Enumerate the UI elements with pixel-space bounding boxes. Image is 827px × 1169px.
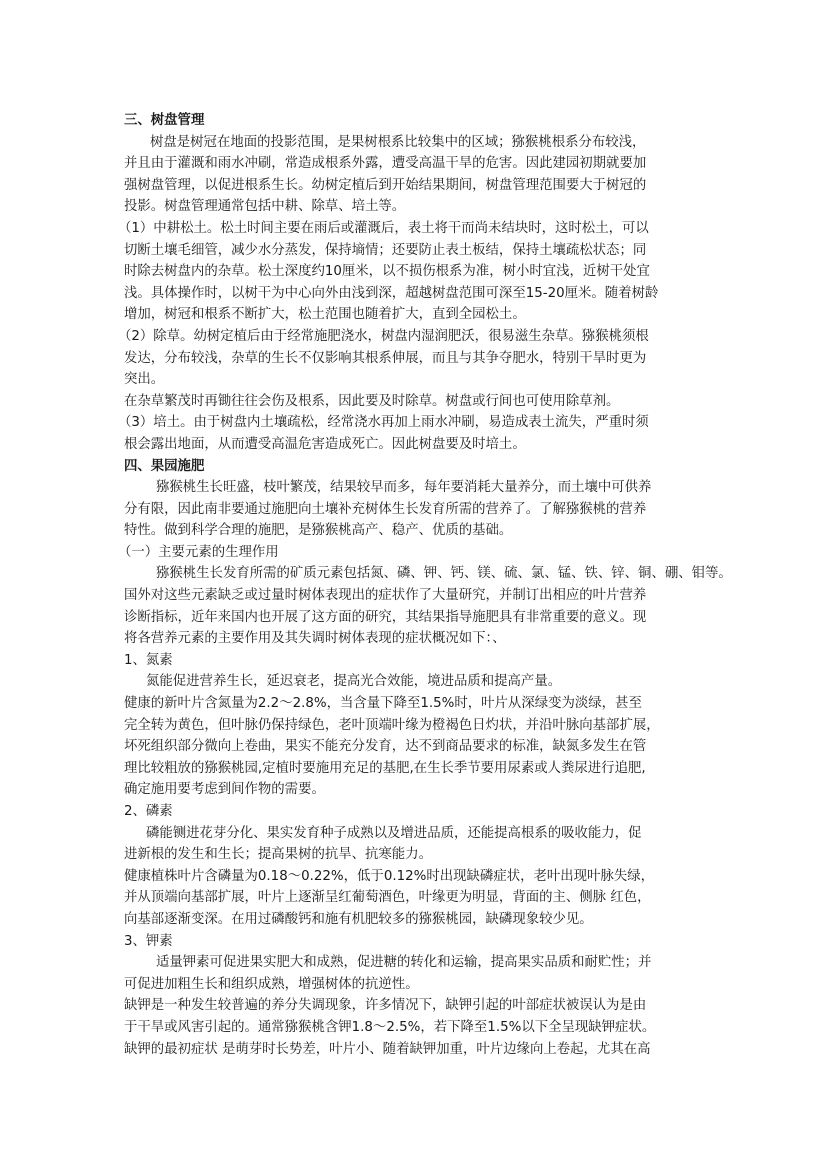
paragraph-line: 向基部逐渐变深。在用过磷酸钙和施有机肥较多的猕猴桃园，缺磷现象较少见。 (124, 911, 593, 927)
paragraph-line: 树盘是树冠在地面的投影范围，是果树根系比较集中的区域；猕猴桃根系分布较浅， (150, 134, 646, 150)
paragraph-line: 时除去树盘内的杂草。松土深度约10厘米，以不损伤根系为准，树小时宜浅，近树干处宜 (124, 264, 650, 280)
item-heading-potassium: 3、钾素 (124, 933, 173, 949)
paragraph-line: 猕猴桃生长旺盛，枝叶繁茂，结果较早而多，每年要消耗大量养分，而土壤中可供养 (156, 480, 652, 496)
paragraph-line: 强树盘管理，以促进根系生长。幼树定植后到开始结果期间，树盘管理范围要大于树冠的 (124, 177, 647, 193)
paragraph-line: 缺钾的最初症状 是萌芽时长势差，叶片小、随着缺钾加重，叶片边缘向上卷起，尤其在高 (124, 1041, 651, 1057)
paragraph-line: 理比较粗放的猕猴桃园,定植时要施用充足的基肥,在生长季节要用尿素或人粪尿进行追肥, (124, 760, 646, 776)
subsection-heading: （一）主要元素的生理作用 (118, 544, 279, 560)
paragraph-line: 切断土壤毛细管，减少水分蒸发，保持墒情；还要防止表土板结，保持土壤疏松状态；同 (124, 242, 647, 258)
paragraph-line: （2）除草。幼树定植后由于经常施肥浇水，树盘内湿润肥沃，很易滋生杂草。猕猴桃须根 (118, 328, 649, 344)
paragraph-line: 健康的新叶片含氮量为2.2～2.8%，当含量下降至1.5%时，叶片从深绿变为淡绿，甚至 (124, 696, 642, 712)
paragraph-line: 完全转为黄色，但叶脉仍保持绿色，老叶顶端叶缘为橙褐色日灼状，并沿叶脉向基部扩展， (124, 717, 660, 733)
paragraph-line: 健康植株叶片含磷量为0.18～0.22%，低于0.12%时出现缺磷症状，老叶出现叶脉失绿， (124, 868, 654, 884)
document-body (118, 110, 732, 1060)
paragraph-line: 诊断指标，近年来国内也开展了这方面的研究，其结果指导施肥具有非常重要的意义。现 (124, 609, 647, 625)
paragraph-line: 可促进加粗生长和组织成熟，增强树体的抗逆性。 (124, 976, 419, 992)
paragraph-line: 坏死组织部分微向上卷曲，果实不能充分发育，达不到商品要求的标准，缺氮多发生在管 (124, 739, 647, 755)
paragraph-line: 缺钾是一种发生较普遍的养分失调现象，许多情况下，缺钾引起的叶部症状被误认为是由 (124, 998, 647, 1014)
paragraph-line: 磷能铡进花芽分化、果实发育种子成熟以及增进品质，还能提高根系的吸收能力，促 (146, 825, 642, 841)
paragraph-line: 并且由于灌溉和雨水冲刷，常造成根系外露，遭受高温干旱的危害。因此建园初期就要加 (124, 156, 647, 172)
paragraph-line: 猕猴桃生长发育所需的矿质元素包括氮、磷、钾、钙、镁、硫、氯、锰、铁、锌、铜、硼、钼等。 (156, 566, 732, 582)
paragraph-line: 突出。 (124, 372, 165, 388)
paragraph-line: 分有限，因此南非要通过施肥向土壤补充树体生长发育所需的营养了。了解猕猴桃的营养 (124, 501, 647, 517)
paragraph-line: 投影。树盘管理通常包括中耕、除草、培土等。 (124, 199, 406, 215)
paragraph-line: 适量钾素可促进果实肥大和成熟，促进糖的转化和运输，提高果实品质和耐贮性；并 (156, 955, 652, 971)
paragraph-line: 确定施用要考虑到间作物的需要。 (124, 782, 325, 798)
paragraph-line: 浅。具体操作时，以树干为中心向外由浅到深，超越树盘范围可深至15-20厘米。随着树龄 (124, 285, 659, 301)
paragraph-line: 国外对这些元素缺乏或过量时树体表现出的症状作了大量研究，并制订出相应的叶片营养 (124, 588, 647, 604)
item-heading-phosphorus: 2、磷素 (124, 804, 173, 819)
paragraph-line: 进新根的发生和生长；提高果树的抗旱、抗寒能力。 (124, 847, 432, 863)
paragraph-line: 增加，树冠和根系不断扩大，松土范围也随着扩大，直到全园松土。 (124, 307, 526, 323)
paragraph-line: 并从顶端向基部扩展，叶片上逐渐呈红葡萄酒色，叶缘更为明显，背面的主、侧脉 红色， (124, 890, 651, 906)
paragraph-line: （1）中耕松土。松土时间主要在雨后或灌溉后，表土将干而尚未结块时，这时松土，可以 (118, 220, 649, 236)
paragraph-line: （3）培土。由于树盘内土壤疏松，经常浇水再加上雨水冲刷，易造成表土流失，严重时须 (118, 415, 649, 431)
section-heading-fertilization: 四、果园施肥 (124, 458, 205, 474)
paragraph-line: 根会露出地面，从而遭受高温危害造成死亡。因此树盘要及时培土。 (124, 436, 526, 452)
paragraph-line: 将各营养元素的主要作用及其失调时树体表现的症状概况如下：、 (124, 631, 506, 647)
paragraph-line: 于干旱或风害引起的。通常猕猴桃含钾1.8～2.5%，若下降至1.5%以下全呈现缺钾症状。 (124, 1019, 656, 1035)
item-heading-nitrogen: 1、氮素 (124, 652, 173, 668)
paragraph-line: 特性。做到科学合理的施肥，是猕猴桃高产、稳产、优质的基础。 (124, 523, 513, 539)
paragraph-line: 在杂草繁茂时再锄往往会伤及根系，因此要及时除草。树盘或行间也可使用除草剂。 (124, 393, 620, 409)
paragraph-line: 氮能促进营养生长，延迟衰老，提高光合效能，境进品质和提高产量。 (146, 674, 562, 690)
paragraph-line: 发达，分布较浅，杂草的生长不仅影响其根系伸展，而且与其争夺肥水，特别干旱时更为 (124, 350, 647, 366)
section-heading-tree-plate: 三、树盘管理 (124, 113, 205, 128)
